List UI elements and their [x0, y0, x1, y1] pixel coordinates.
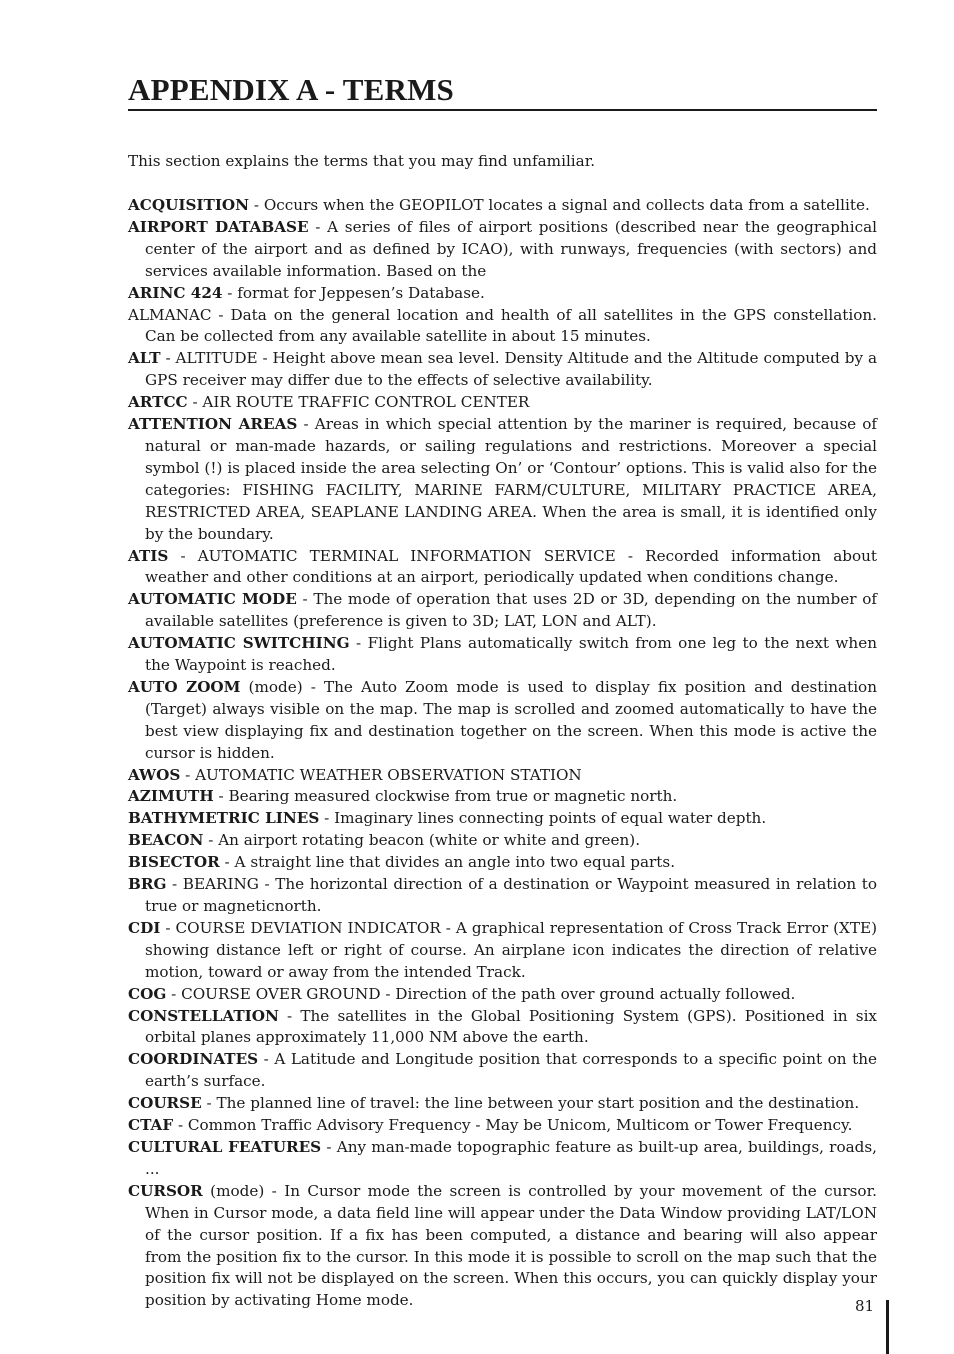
glossary-entry: [128, 217, 877, 283]
glossary-entry: [128, 830, 877, 852]
glossary-definition: ALMANAC - Data on the general location and health of all satellites in the GPS constellation. Can be collected from any available satellite in about 15 minutes.: [128, 305, 877, 346]
glossary-entry: [128, 808, 877, 830]
glossary-entry: [128, 546, 877, 590]
page-edge-bar: [886, 1300, 889, 1354]
glossary-definition: - Common Traffic Advisory Frequency - May be Unicom, Multicom or Tower Frequency.: [173, 1116, 853, 1135]
glossary-definition: - The planned line of travel: the line between your start position and the destination.: [201, 1094, 860, 1113]
glossary-definition: - The mode of operation that uses 2D or 3D, depending on the number of available satellites (preference is given to 3D; LAT, LON and ALT).: [145, 590, 877, 631]
glossary-term: COG: [128, 984, 167, 1003]
glossary-entry: [128, 1115, 877, 1137]
glossary-entry: [128, 633, 877, 677]
glossary-term: ARTCC: [128, 393, 188, 412]
glossary-definition: - COURSE OVER GROUND - Direction of the path over ground actually followed.: [166, 984, 796, 1003]
glossary-definition: (mode) - In Cursor mode the screen is controlled by your movement of the cursor. When in Cursor mode, a data field line will appear under the Data Window providing LAT/LON of the cursor position. If a fix has been computed, a distance and bearing will also appear from the position fix to the cursor. In this mode it is possible to scroll on the map such that the position fix will not be displayed on the screen. When this occurs, you can quickly display your position by activating Home mode.: [145, 1181, 877, 1310]
glossary-entry: [128, 283, 877, 305]
glossary-entry: [128, 1093, 877, 1115]
glossary-entry: [128, 677, 877, 765]
glossary-entry: [128, 1049, 877, 1093]
glossary-term: BATHYMETRIC LINES: [128, 809, 320, 828]
glossary-entry: [128, 918, 877, 984]
glossary-term: CDI: [128, 918, 161, 937]
glossary-entry: [128, 589, 877, 633]
glossary-definition: - AIR ROUTE TRAFFIC CONTROL CENTER: [187, 393, 530, 412]
glossary-definition: - Areas in which special attention by the mariner is required, because of natural or man-made hazards, or sailing regulations and restrictions. Moreover a special symbol (!) is placed inside the area selecting On’ or ‘Contour’ options. This is valid also for the categories: FISHING FACILITY, MARINE FARM/CULTURE, MILITARY PRACTICE AREA, RESTRICTED AREA, SEAPLANE LANDING AREA. When the area is small, it is identified only by the boundary.: [145, 415, 877, 543]
glossary-term: ATTENTION AREAS: [128, 415, 298, 434]
intro-text: This section explains the terms that you may find unfamiliar.: [128, 152, 596, 170]
glossary-entry: [128, 984, 877, 1006]
glossary-definition: - A straight line that divides an angle into two equal parts.: [219, 853, 676, 872]
glossary-list: [128, 195, 877, 1312]
glossary-term: AWOS: [128, 765, 181, 784]
glossary-term: BEACON: [128, 831, 204, 850]
glossary-definition: - BEARING - The horizontal direction of a destination or Waypoint measured in relation to true or magneticnorth.: [145, 875, 877, 915]
glossary-term: COORDINATES: [128, 1050, 259, 1069]
glossary-entry: [128, 305, 877, 349]
glossary-term: AUTOMATIC MODE: [128, 590, 297, 609]
glossary-term: ALT: [128, 349, 161, 368]
glossary-entry: [128, 874, 877, 918]
glossary-entry: [128, 765, 877, 787]
glossary-term: CONSTELLATION: [128, 1006, 279, 1025]
glossary-definition: - Any man-made topographic feature as built-up area, buildings, roads, ...: [145, 1137, 877, 1178]
glossary-term: CTAF: [128, 1116, 174, 1135]
page-title: APPENDIX A - TERMS: [128, 72, 877, 111]
glossary-definition: - AUTOMATIC WEATHER OBSERVATION STATION: [180, 765, 582, 784]
page-number: 81: [855, 1297, 875, 1315]
glossary-entry: [128, 1006, 877, 1050]
glossary-term: ACQUISITION: [128, 196, 250, 214]
glossary-definition: - A series of files of airport positions (described near the geographical center of the airport and as defined by ICAO), with runways, frequencies (with sectors) and services available information. Based on the: [145, 217, 877, 280]
glossary-definition: - format for Jeppesen’s Database.: [222, 283, 485, 302]
glossary-term: AZIMUTH: [128, 787, 214, 806]
glossary-definition: - Flight Plans automatically switch from one leg to the next when the Waypoint is reached.: [145, 634, 877, 675]
glossary-term: CURSOR: [128, 1181, 203, 1200]
glossary-term: COURSE: [128, 1094, 202, 1113]
glossary-entry: [128, 392, 877, 414]
glossary-definition: - ALTITUDE - Height above mean sea level. Density Altitude and the Altitude computed by a GPS receiver may differ due to the effects of selective availability.: [145, 349, 877, 390]
glossary-term: CULTURAL FEATURES: [128, 1137, 322, 1156]
glossary-definition: - Occurs when the GEOPILOT locates a signal and collects data from a satellite.: [249, 196, 870, 214]
glossary-entry: [128, 786, 877, 808]
glossary-entry: [128, 348, 877, 392]
glossary-entry: [128, 852, 877, 874]
glossary-term: ARINC 424: [128, 283, 223, 302]
glossary-term: AUTO ZOOM: [128, 677, 241, 696]
glossary-term: BISECTOR: [128, 853, 220, 872]
glossary-entry: [128, 1137, 877, 1181]
glossary-definition: - COURSE DEVIATION INDICATOR - A graphical representation of Cross Track Error (XTE) showing distance left or right of course. An airplane icon indicates the direction of relative motion, toward or away from the intended Track.: [145, 918, 877, 981]
glossary-entry: [128, 1181, 877, 1312]
glossary-definition: - Bearing measured clockwise from true or magnetic north.: [213, 787, 678, 806]
glossary-term: BRG: [128, 875, 167, 894]
glossary-definition: - Imaginary lines connecting points of equal water depth.: [319, 809, 767, 828]
glossary-term: ATIS: [128, 546, 169, 565]
glossary-term: AIRPORT DATABASE: [128, 217, 309, 236]
glossary-definition: - A Latitude and Longitude position that corresponds to a specific point on the earth’s surface.: [145, 1050, 877, 1091]
glossary-definition: - AUTOMATIC TERMINAL INFORMATION SERVICE - Recorded information about weather and other conditions at an airport, periodically updated when conditions change.: [145, 546, 877, 587]
glossary-entry: [128, 195, 877, 217]
glossary-entry: [128, 414, 877, 545]
glossary-definition: - An airport rotating beacon (white or white and green).: [203, 831, 641, 850]
glossary-definition: (mode) - The Auto Zoom mode is used to display fix position and destination (Target) always visible on the map. The map is scrolled and zoomed automatically to have the best view displaying fix and destination together on the screen. When this mode is active the cursor is hidden.: [145, 677, 877, 762]
glossary-definition: - The satellites in the Global Positioning System (GPS). Positioned in six orbital planes approximately 11,000 NM above the earth.: [145, 1006, 877, 1047]
glossary-term: AUTOMATIC SWITCHING: [128, 634, 350, 653]
